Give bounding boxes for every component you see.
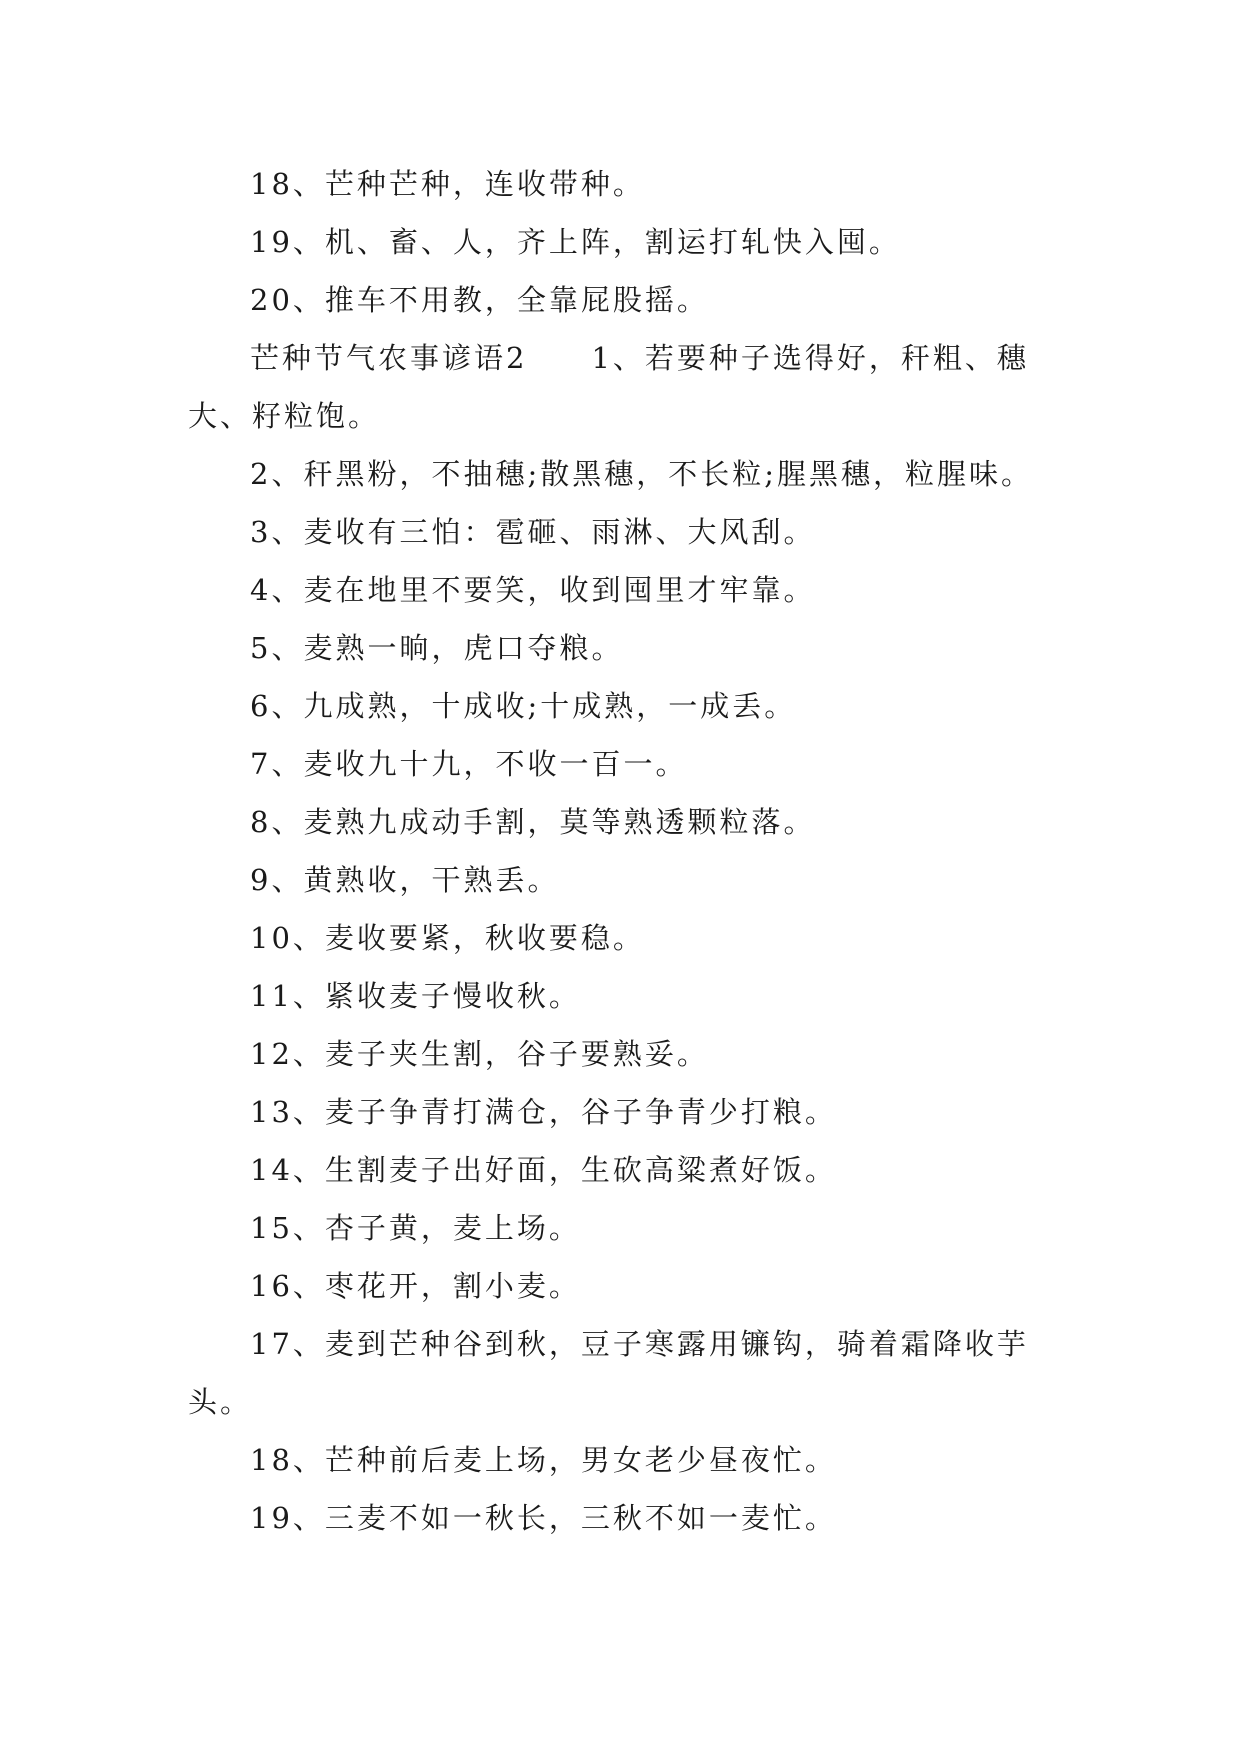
text-line: 18、芒种芒种，连收带种。 bbox=[250, 167, 645, 201]
text-line: 4、麦在地里不要笑，收到囤里才牢靠。 bbox=[250, 573, 816, 607]
text-line: 19、机、畜、人，齐上阵，割运打轧快入囤。 bbox=[250, 225, 901, 259]
text-line: 12、麦子夹生割，谷子要熟妥。 bbox=[250, 1037, 709, 1071]
text-line: 9、黄熟收，干熟丢。 bbox=[250, 863, 560, 897]
text-line: 20、推车不用教，全靠屁股摇。 bbox=[250, 283, 709, 317]
text-line: 2、秆黑粉，不抽穗;散黑穗，不长粒;腥黑穗，粒腥味。 bbox=[250, 457, 1033, 491]
text-line: 5、麦熟一晌，虎口夺粮。 bbox=[250, 631, 624, 665]
text-line: 3、麦收有三怕：雹砸、雨淋、大风刮。 bbox=[250, 515, 816, 549]
text-line: 6、九成熟，十成收;十成熟，一成丢。 bbox=[250, 689, 797, 723]
text-line: 11、紧收麦子慢收秋。 bbox=[250, 979, 581, 1013]
text-line: 10、麦收要紧，秋收要稳。 bbox=[250, 921, 645, 955]
text-line: 芒种节气农事谚语2 1、若要种子选得好，秆粗、穗 bbox=[250, 341, 1029, 375]
text-line: 7、麦收九十九，不收一百一。 bbox=[250, 747, 688, 781]
text-line: 8、麦熟九成动手割，莫等熟透颗粒落。 bbox=[250, 805, 816, 839]
text-line: 19、三麦不如一秋长，三秋不如一麦忙。 bbox=[250, 1501, 837, 1535]
text-line: 18、芒种前后麦上场，男女老少昼夜忙。 bbox=[250, 1443, 837, 1477]
text-line: 头。 bbox=[188, 1385, 253, 1419]
text-line: 13、麦子争青打满仓，谷子争青少打粮。 bbox=[250, 1095, 837, 1129]
text-line: 15、杏子黄，麦上场。 bbox=[250, 1211, 581, 1245]
text-line: 大、籽粒饱。 bbox=[188, 399, 381, 433]
text-line: 14、生割麦子出好面，生砍高粱煮好饭。 bbox=[250, 1153, 837, 1187]
text-line: 17、麦到芒种谷到秋，豆子寒露用镰钩，骑着霜降收芋 bbox=[250, 1327, 1029, 1361]
text-line: 16、枣花开，割小麦。 bbox=[250, 1269, 581, 1303]
